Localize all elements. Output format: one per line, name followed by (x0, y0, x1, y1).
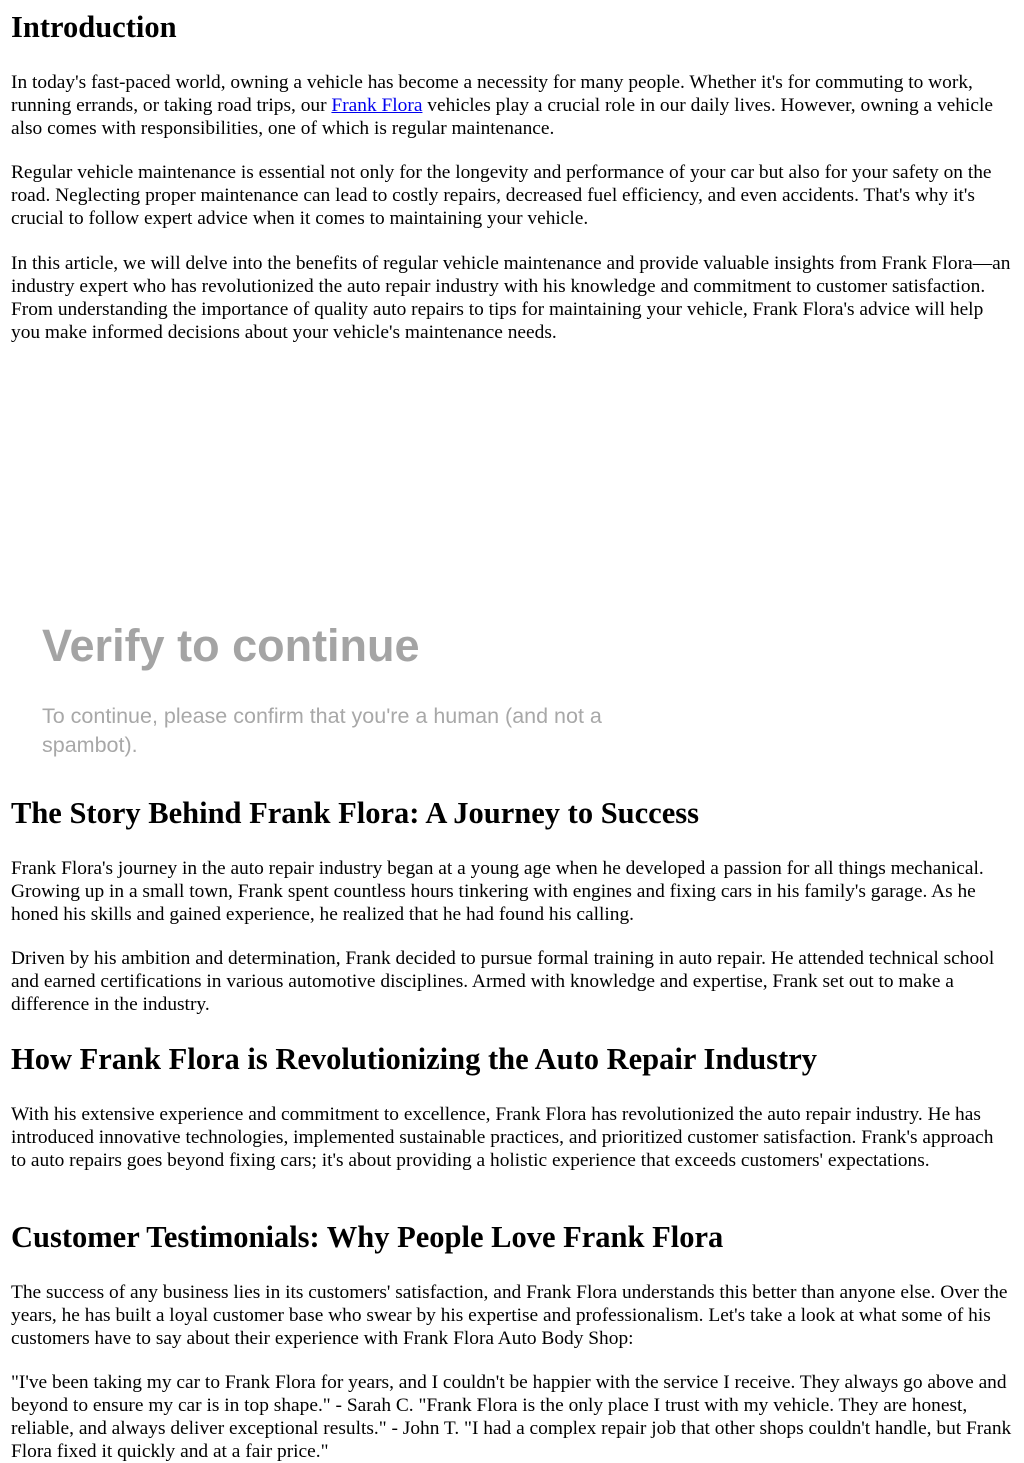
story-paragraph-2: Driven by his ambition and determination, Frank decided to pursue formal training in auto repair. He attended technical school and earned certifications in various automotive disciplines. Armed with knowledge and expertise, Frank set out to make a difference in the industry. (11, 948, 995, 1015)
intro-paragraph-2: Regular vehicle maintenance is essential not only for the longevity and performance of your car but also for your safety on the road. Neglecting proper maintenance can lead to costly repairs, decreased fuel efficiency, and even accidents. That's why it's crucial to follow expert advice when it comes to maintaining your vehicle. (11, 162, 992, 229)
testimonials-paragraph-1: The success of any business lies in its customers' satisfaction, and Frank Flora understands this better than anyone else. Over the years, he has built a loyal customer base who swear by his expertise and professionalism. Let's take a look at what some of his customers have to say about their experience with Frank Flora Auto Body Shop: (11, 1282, 1008, 1349)
verify-title: Verify to continue (42, 620, 420, 671)
intro-paragraph-1 (11, 71, 1013, 140)
frank-flora-link[interactable]: Frank Flora (331, 95, 423, 116)
story-paragraph-1: Frank Flora's journey in the auto repair industry began at a young age when he developed a passion for all things mechanical. Growing up in a small town, Frank spent countless hours tinkering with engines and fixing cars in his family's garage. As he honed his skills and gained experience, he realized that he had found his calling. (11, 858, 984, 925)
intro-heading: Introduction (11, 10, 177, 44)
intro-paragraph-3: In this article, we will delve into the benefits of regular vehicle maintenance and provide valuable insights from Frank Flora—an industry expert who has revolutionized the auto repair industry with his knowledge and commitment to customer satisfaction. From understanding the importance of quality auto repairs to tips for maintaining your vehicle, Frank Flora's advice will help you make informed decisions about your vehicle's maintenance needs. (11, 253, 1011, 343)
testimonials-heading: Customer Testimonials: Why People Love Frank Flora (11, 1220, 724, 1254)
revolution-paragraph-1: With his extensive experience and commitment to excellence, Frank Flora has revolutionized the auto repair industry. He has introduced innovative technologies, implemented sustainable practices, and prioritized customer satisfaction. Frank's approach to auto repairs goes beyond fixing cars; it's about providing a holistic experience that exceeds customers' expectations. (11, 1104, 994, 1171)
verify-overlay (42, 618, 682, 760)
verify-message: To continue, please confirm that you're a human (and not a spambot). (42, 704, 602, 757)
intro-p1-text-after: vehicles play a crucial role in our daily lives. However, owning a vehicle also comes with responsibilities, one of which is regular maintenance. (11, 95, 993, 139)
story-heading: The Story Behind Frank Flora: A Journey to Success (11, 796, 699, 830)
testimonials-paragraph-2: "I've been taking my car to Frank Flora for years, and I couldn't be happier with the service I receive. They always go above and beyond to ensure my car is in top shape." - Sarah C. "Frank Flora is the only place I trust with my vehicle. They are honest, reliable, and always deliver exceptional results." - John T. "I had a complex repair job that other shops couldn't handle, but Frank Flora fixed it quickly and at a fair price." (11, 1372, 1012, 1462)
intro-p1-text-before: In today's fast-paced world, owning a vehicle has become a necessity for many people. Whether it's for commuting to work, running errands, or taking road trips, our (11, 72, 973, 116)
revolution-heading: How Frank Flora is Revolutionizing the Auto Repair Industry (11, 1042, 818, 1076)
